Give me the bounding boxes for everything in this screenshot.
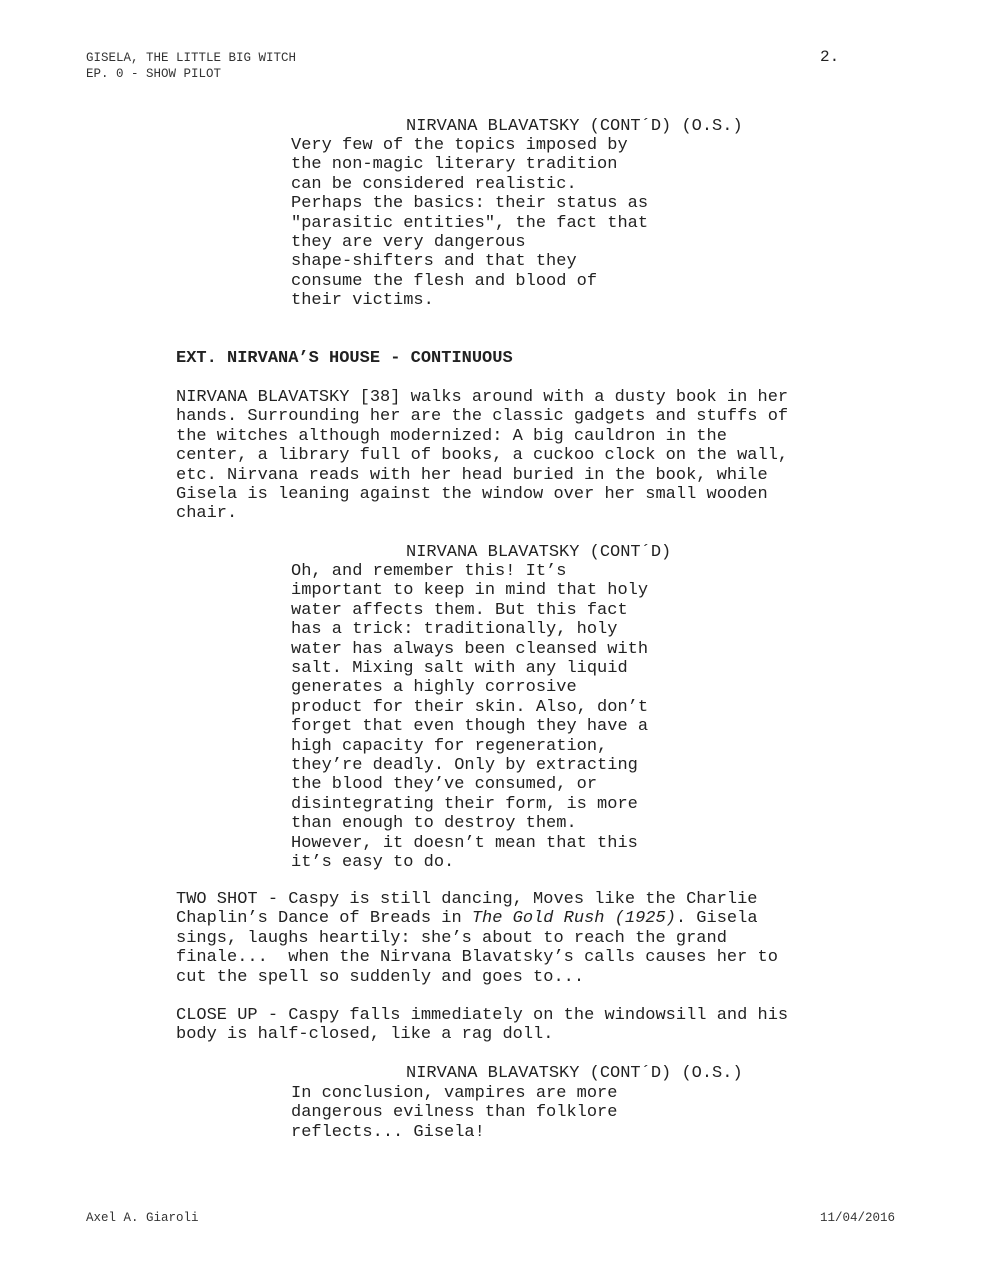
action-1: NIRVANA BLAVATSKY [38] walks around with a dusty book in her hands. Surrounding her are the classic gadgets and stuffs of the witches although modernized: A big cauldron in the center, a library full of books, a cuckoo clock on the wall, etc. Nirvana reads with her head buried in the book, while Gisela is leaning against the window over her small wooden chair.: [176, 388, 789, 524]
header-episode: EP. 0 - SHOW PILOT: [86, 67, 222, 81]
page-number: 2.: [820, 48, 840, 66]
action-2-text-a: TWO SHOT - Caspy is still dancing, Moves like the Charlie Chaplin’s Dance of Breads in: [176, 890, 758, 929]
character-cue-2: NIRVANA BLAVATSKY (CONT´D): [406, 543, 672, 562]
film-title: The Gold Rush (1925): [471, 909, 676, 929]
action-2: [176, 890, 778, 987]
scene-heading: EXT. NIRVANA’S HOUSE - CONTINUOUS: [176, 349, 513, 368]
footer-author: Axel A. Giaroli: [86, 1211, 199, 1225]
dialogue-3: In conclusion, vampires are more dangerous evilness than folklore reflects... Gisela!: [291, 1084, 618, 1142]
action-3: CLOSE UP - Caspy falls immediately on the windowsill and his body is half-closed, like a rag doll.: [176, 1006, 789, 1045]
dialogue-1: Very few of the topics imposed by the non-magic literary tradition can be considered realistic. Perhaps the basics: their status as "parasitic entities", the fact that they are very dangerous shape-shifters and that they consume the flesh and blood of their victims.: [291, 136, 649, 311]
header-title: GISELA, THE LITTLE BIG WITCH: [86, 51, 297, 65]
character-cue-3: NIRVANA BLAVATSKY (CONT´D) (O.S.): [406, 1064, 743, 1083]
dialogue-2: Oh, and remember this! It’s important to keep in mind that holy water affects them. But this fact has a trick: traditionally, holy water has always been cleansed with salt. Mixing salt with any liquid generates a highly corrosive product for their skin. Also, don’t forget that even though they have a high capacity for regeneration, they’re deadly. Only by extracting the blood they’ve consumed, or disintegrating their form, is more than enough to destroy them. However, it doesn’t mean that this it’s easy to do.: [291, 562, 649, 873]
action-2-text-b: . Gisela sings, laughs heartily: she’s about to reach the grand finale... when the Nirvana Blavatsky’s calls causes her to cut the spell so suddenly and goes to...: [176, 909, 778, 987]
character-cue-1: NIRVANA BLAVATSKY (CONT´D) (O.S.): [406, 117, 743, 136]
footer-date: 11/04/2016: [820, 1211, 896, 1225]
